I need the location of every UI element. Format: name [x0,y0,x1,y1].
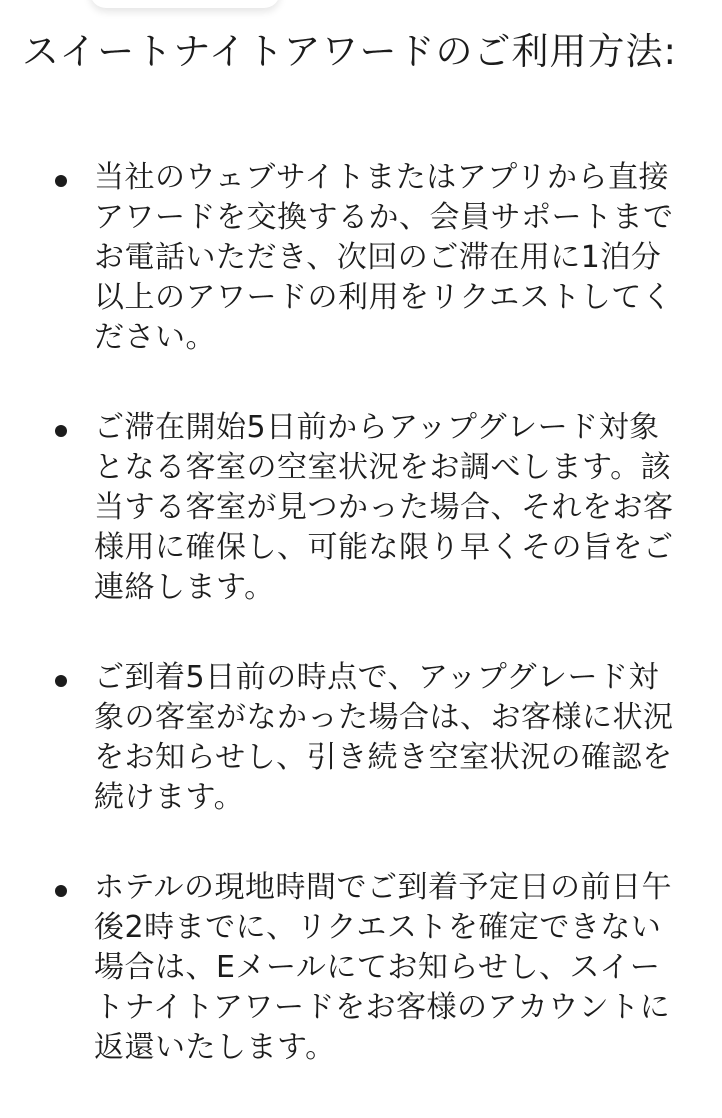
top-card-edge [90,0,280,8]
list-item-text: ご到着5日前の時点で、アップグレード対象の客室がなかった場合は、お客様に状況をお知らせし、引き続き空室状況の確認を続けます。 [94,660,674,815]
list-item [0,868,722,1068]
page-title: スイートナイトアワードのご利用方法: [22,30,678,73]
list-item [0,658,722,818]
steps-list [0,158,722,1118]
list-item [0,408,722,608]
list-item-text: ホテルの現地時間でご到着予定日の前日午後2時までに、リクエストを確定できない場合は、Eメールにてお知らせし、スイートナイトアワードをお客様のアカウントに返還いたします。 [94,870,672,1065]
list-item-text: ご滞在開始5日前からアップグレード対象となる客室の空室状況をお調べします。該当する客室が見つかった場合、それをお客様用に確保し、可能な限り早くその旨をご連絡します。 [94,410,674,605]
list-item-text: 当社のウェブサイトまたはアプリから直接アワードを交換するか、会員サポートまでお電話いただき、次回のご滞在用に1泊分以上のアワードの利用をリクエストしてください。 [94,160,674,355]
bullet-icon [55,425,67,437]
bullet-icon [55,675,67,687]
list-item [0,158,722,358]
bullet-icon [55,175,67,187]
bullet-icon [55,885,67,897]
